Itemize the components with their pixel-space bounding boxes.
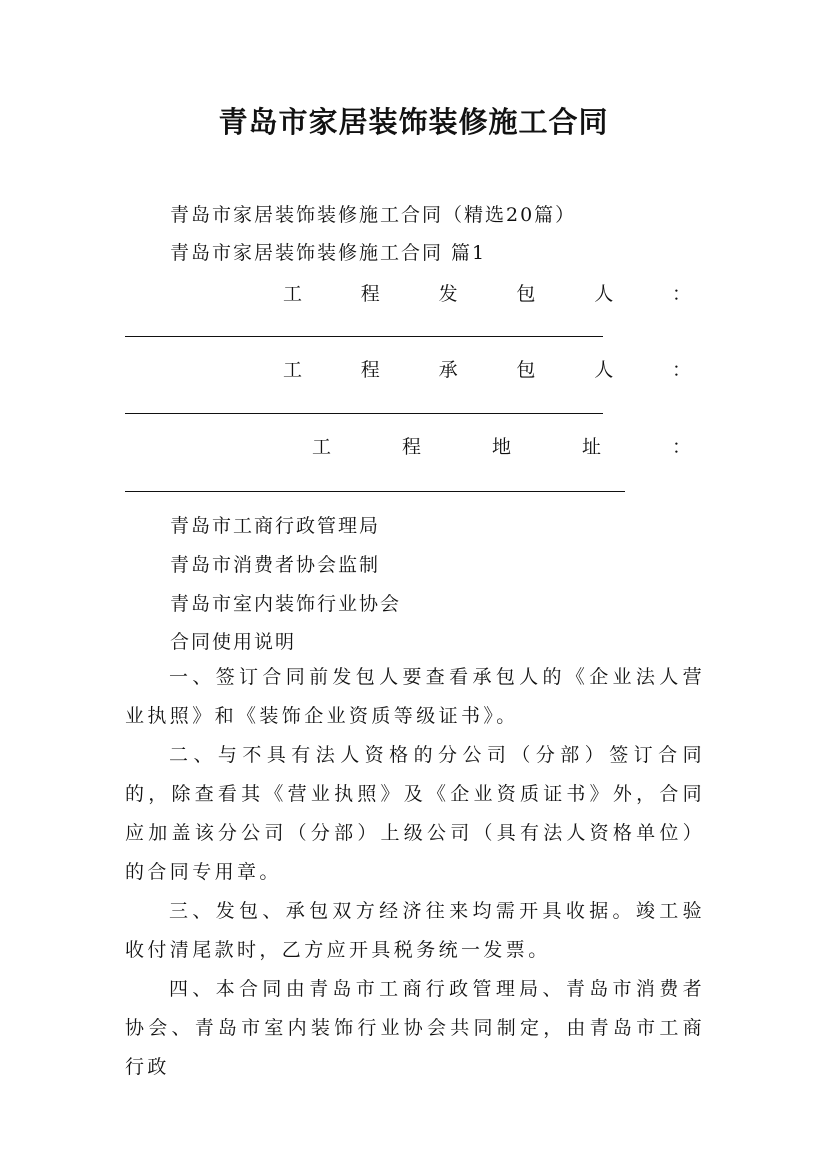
- instruction-paragraph: 三、发包、承包双方经济往来均需开具收据。竣工验收付清尾款时，乙方应开具税务统一发票。: [125, 900, 705, 961]
- field-char: 承: [438, 359, 458, 381]
- field-char: ：: [671, 283, 691, 305]
- field-char: 地: [491, 436, 511, 458]
- field-char: 人: [594, 283, 614, 305]
- usage-heading: 合同使用说明: [170, 631, 297, 653]
- authority-line: 青岛市工商行政管理局: [170, 515, 381, 537]
- field-char: 人: [594, 359, 614, 381]
- fill-in-line: [125, 491, 625, 492]
- field-char: 程: [360, 359, 380, 381]
- field-char: 工: [312, 436, 332, 458]
- field-char: 工: [283, 283, 303, 305]
- authority-line: 青岛市消费者协会监制: [170, 554, 381, 576]
- field-label-contractor: [283, 355, 691, 382]
- field-char: 包: [516, 283, 536, 305]
- field-char: 址: [581, 436, 601, 458]
- fill-in-line: [125, 413, 603, 414]
- section-heading: 青岛市家居装饰装修施工合同 篇1: [170, 242, 487, 264]
- field-char: 程: [360, 283, 380, 305]
- field-label-employer: [283, 279, 691, 306]
- field-label-address: [312, 432, 691, 459]
- field-char: 程: [401, 436, 421, 458]
- instruction-paragraph: 一、签订合同前发包人要查看承包人的《企业法人营业执照》和《装饰企业资质等级证书》。: [125, 666, 705, 727]
- instruction-paragraph: 二、与不具有法人资格的分公司（分部）签订合同的，除查看其《营业执照》及《企业资质证书》外，合同应加盖该分公司（分部）上级公司（具有法人资格单位）的合同专用章。: [125, 744, 705, 883]
- fill-in-line: [125, 336, 603, 337]
- document-title: 青岛市家居装饰装修施工合同: [218, 105, 609, 139]
- authority-line: 青岛市室内装饰行业协会: [170, 593, 402, 615]
- field-char: ：: [671, 436, 691, 458]
- document-subtitle: 青岛市家居装饰装修施工合同（精选20篇）: [170, 204, 577, 226]
- field-char: ：: [671, 359, 691, 381]
- field-char: 发: [438, 283, 458, 305]
- field-char: 包: [516, 359, 536, 381]
- instruction-paragraph: 四、本合同由青岛市工商行政管理局、青岛市消费者协会、青岛市室内装饰行业协会共同制定，由青岛市工商行政: [125, 978, 705, 1078]
- field-char: 工: [283, 359, 303, 381]
